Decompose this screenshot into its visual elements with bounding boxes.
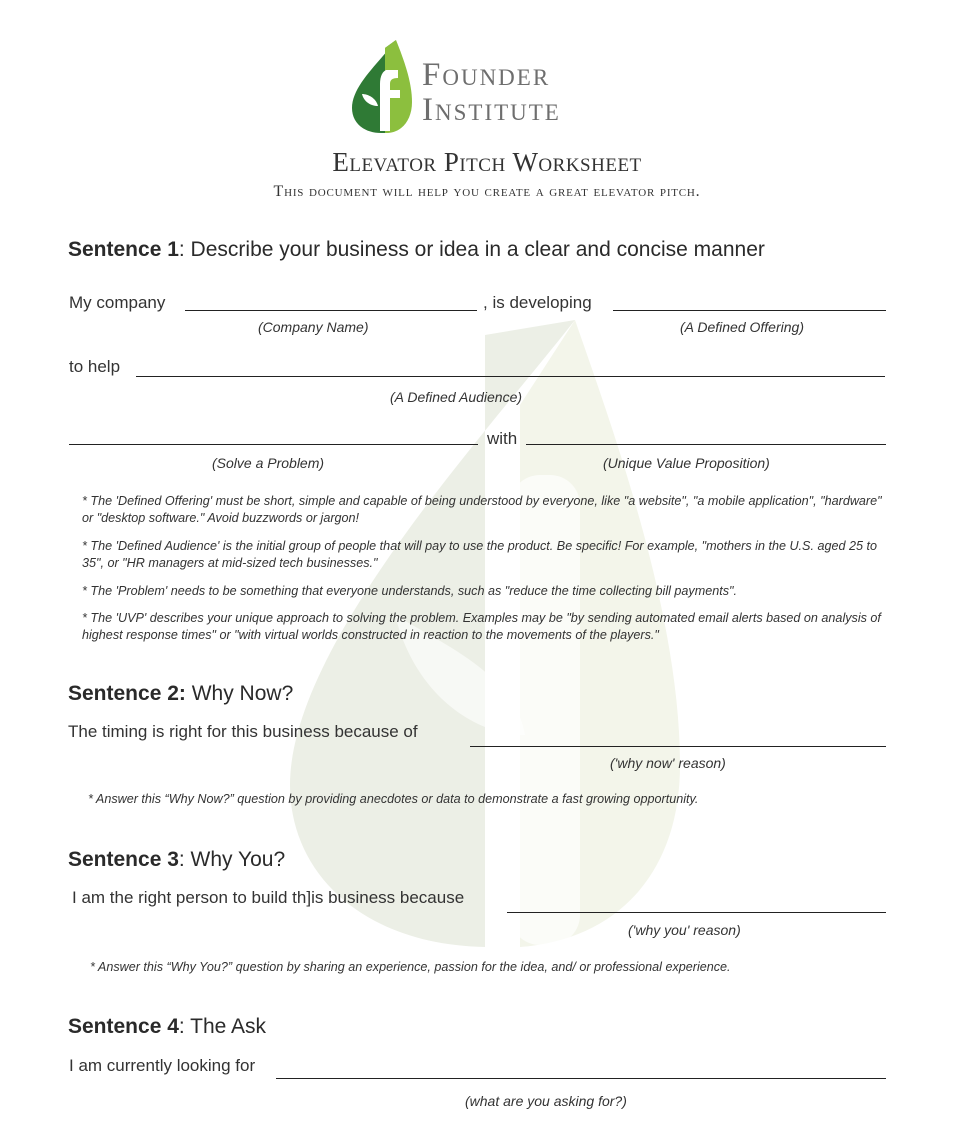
sentence1-heading xyxy=(68,238,765,262)
sentence4-heading-rest: : The Ask xyxy=(178,1015,267,1038)
why-you-caption: ('why you' reason) xyxy=(628,922,741,938)
with-label: with xyxy=(487,429,518,448)
company-name-caption: (Company Name) xyxy=(258,319,369,335)
sentence3-heading-bold: Sentence 3 xyxy=(68,848,179,871)
defined-offering-caption: (A Defined Offering) xyxy=(680,319,804,335)
problem-note: * The 'Problem' needs to be something that everyone understands, such as "reduce the time collecting bill payments". xyxy=(82,584,737,598)
why-now-caption: ('why now' reason) xyxy=(610,755,726,771)
defined-offering-note: * The 'Defined Offering' must be short, simple and capable of being understood by everyone, like "a website", "a mobile application", "hardware" or "desktop software." Avoid buzzwords or jargon! xyxy=(82,494,882,525)
sentence2-heading-bold: Sentence 2: xyxy=(68,682,186,705)
uvp-field[interactable] xyxy=(526,444,886,445)
to-help-label: to help xyxy=(69,357,121,376)
why-you-note: * Answer this “Why You?” question by sharing an experience, passion for the idea, and/ or professional experience. xyxy=(90,960,731,974)
uvp-note: * The 'UVP' describes your unique approach to solving the problem. Examples may be "by sending automated email alerts based on analysis of highest response times" or "with virtual worlds constructed in reaction to the movements of the players." xyxy=(82,611,881,642)
ask-field[interactable] xyxy=(276,1078,886,1079)
why-now-note: * Answer this “Why Now?” question by providing anecdotes or data to demonstrate a fast growing opportunity. xyxy=(88,792,699,806)
sentence1-heading-bold: Sentence 1 xyxy=(68,238,179,261)
sentence3-heading-rest: : Why You? xyxy=(178,848,286,871)
defined-audience-field[interactable] xyxy=(136,376,885,377)
why-you-field[interactable] xyxy=(507,912,886,913)
sentence4-heading-bold: Sentence 4 xyxy=(68,1015,179,1038)
sentence2-heading xyxy=(68,682,293,706)
founder-institute-leaf-icon xyxy=(352,40,414,134)
company-name-field[interactable] xyxy=(185,310,477,311)
brand-name-line1: Founder xyxy=(422,57,551,93)
worksheet-title: Elevator Pitch Worksheet xyxy=(332,147,642,177)
defined-audience-note: * The 'Defined Audience' is the initial group of people that will pay to use the product. Be specific! For example, "mothers in the U.S. aged 25 to 35", or "HR managers at mid-sized tech businesses." xyxy=(82,539,877,570)
ask-caption: (what are you asking for?) xyxy=(465,1093,627,1109)
sentence1-heading-rest: : Describe your business or idea in a clear and concise manner xyxy=(178,238,765,261)
uvp-caption: (Unique Value Proposition) xyxy=(603,455,770,471)
defined-offering-field[interactable] xyxy=(613,310,886,311)
why-you-prompt: I am the right person to build th]is business because xyxy=(72,888,465,907)
brand-name-line2: Institute xyxy=(422,92,561,128)
solve-problem-field[interactable] xyxy=(69,444,478,445)
sentence3-heading xyxy=(68,848,285,872)
my-company-label: My company xyxy=(69,293,166,312)
why-now-field[interactable] xyxy=(470,746,886,747)
why-now-prompt: The timing is right for this business because of xyxy=(68,722,418,741)
solve-problem-caption: (Solve a Problem) xyxy=(212,455,325,471)
is-developing-label: , is developing xyxy=(483,293,592,312)
sentence4-heading xyxy=(68,1015,266,1039)
sentence2-heading-rest: Why Now? xyxy=(185,682,294,705)
worksheet-subtitle: This document will help you create a great elevator pitch. xyxy=(273,183,701,200)
ask-prompt: I am currently looking for xyxy=(69,1056,256,1075)
defined-audience-caption: (A Defined Audience) xyxy=(390,389,523,405)
